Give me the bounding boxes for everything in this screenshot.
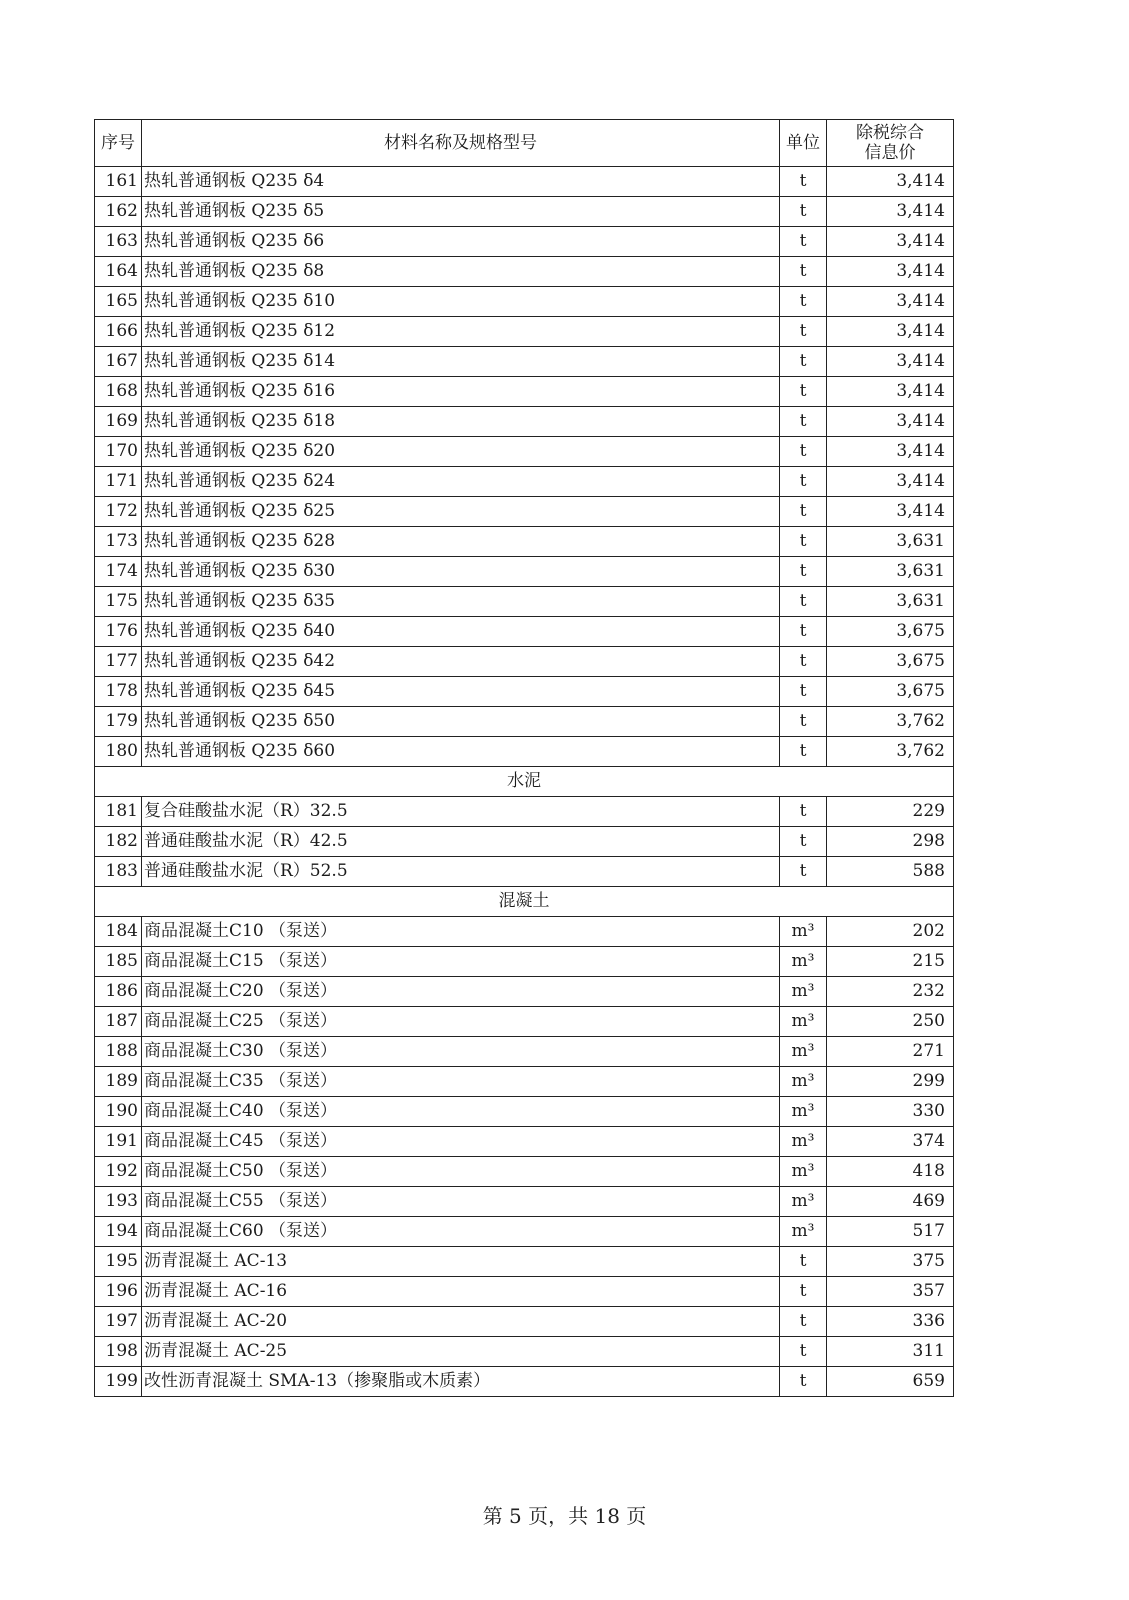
cell-unit: t [780,1277,827,1307]
cell-name: 商品混凝土C45 （泵送） [142,1127,780,1157]
cell-price: 659 [827,1367,954,1397]
cell-no: 198 [95,1337,142,1367]
section-row [95,767,954,797]
cell-name: 热轧普通钢板 Q235 δ28 [142,527,780,557]
cell-unit: t [780,1337,827,1367]
cell-name: 热轧普通钢板 Q235 δ10 [142,287,780,317]
table-row [95,1127,954,1157]
cell-name: 热轧普通钢板 Q235 δ42 [142,647,780,677]
cell-no: 164 [95,257,142,287]
cell-name: 热轧普通钢板 Q235 δ45 [142,677,780,707]
cell-name: 热轧普通钢板 Q235 δ14 [142,347,780,377]
header-unit: 单位 [780,120,827,167]
cell-name: 商品混凝土C20 （泵送） [142,977,780,1007]
cell-no: 163 [95,227,142,257]
cell-unit: m³ [780,947,827,977]
cell-price: 3,631 [827,587,954,617]
cell-unit: t [780,377,827,407]
price-table [94,119,954,1397]
cell-no: 180 [95,737,142,767]
cell-price: 3,762 [827,737,954,767]
cell-price: 311 [827,1337,954,1367]
cell-name: 热轧普通钢板 Q235 δ30 [142,557,780,587]
table-row [95,257,954,287]
page-footer: 第 5 页，共 18 页 [482,1504,647,1528]
cell-name: 复合硅酸盐水泥（R）32.5 [142,797,780,827]
cell-unit: t [780,437,827,467]
cell-price: 3,414 [827,167,954,197]
cell-price: 299 [827,1067,954,1097]
cell-price: 3,631 [827,557,954,587]
cell-no: 185 [95,947,142,977]
cell-name: 热轧普通钢板 Q235 δ18 [142,407,780,437]
table-row [95,287,954,317]
cell-unit: t [780,527,827,557]
cell-price: 3,414 [827,227,954,257]
cell-name: 热轧普通钢板 Q235 δ12 [142,317,780,347]
cell-unit: t [780,677,827,707]
cell-unit: t [780,257,827,287]
section-title: 混凝土 [95,887,954,917]
cell-name: 商品混凝土C30 （泵送） [142,1037,780,1067]
cell-price: 3,414 [827,287,954,317]
table-row [95,797,954,827]
table-row [95,647,954,677]
cell-price: 330 [827,1097,954,1127]
header-price [827,120,954,167]
cell-price: 469 [827,1187,954,1217]
cell-unit: m³ [780,1127,827,1157]
cell-price: 3,414 [827,437,954,467]
cell-no: 178 [95,677,142,707]
table-row [95,617,954,647]
cell-unit: t [780,857,827,887]
cell-price: 3,414 [827,347,954,377]
cell-price: 3,675 [827,677,954,707]
cell-no: 186 [95,977,142,1007]
cell-name: 商品混凝土C15 （泵送） [142,947,780,977]
table-row [95,737,954,767]
cell-price: 336 [827,1307,954,1337]
table-row [95,557,954,587]
cell-unit: t [780,197,827,227]
cell-name: 商品混凝土C25 （泵送） [142,1007,780,1037]
table-row [95,1037,954,1067]
cell-name: 热轧普通钢板 Q235 δ5 [142,197,780,227]
cell-name: 商品混凝土C50 （泵送） [142,1157,780,1187]
cell-name: 热轧普通钢板 Q235 δ40 [142,617,780,647]
cell-no: 171 [95,467,142,497]
cell-unit: m³ [780,1097,827,1127]
table-row [95,1337,954,1367]
cell-name: 商品混凝土C55 （泵送） [142,1187,780,1217]
cell-no: 192 [95,1157,142,1187]
cell-price: 3,414 [827,377,954,407]
table-row [95,227,954,257]
table-row [95,857,954,887]
header-price-line1: 除税综合 [856,123,924,143]
cell-unit: t [780,227,827,257]
header-no: 序号 [95,120,142,167]
cell-price: 375 [827,1247,954,1277]
cell-no: 179 [95,707,142,737]
cell-name: 沥青混凝土 AC-20 [142,1307,780,1337]
cell-price: 588 [827,857,954,887]
cell-unit: t [780,317,827,347]
cell-name: 热轧普通钢板 Q235 δ4 [142,167,780,197]
table-row [95,1187,954,1217]
cell-no: 191 [95,1127,142,1157]
table-row [95,1217,954,1247]
table-row [95,1007,954,1037]
cell-unit: t [780,1307,827,1337]
table-row [95,677,954,707]
cell-unit: t [780,167,827,197]
section-row [95,887,954,917]
cell-no: 167 [95,347,142,377]
table-row [95,1157,954,1187]
table-row [95,1307,954,1337]
table-row [95,707,954,737]
cell-unit: t [780,647,827,677]
cell-name: 热轧普通钢板 Q235 δ50 [142,707,780,737]
cell-price: 3,414 [827,497,954,527]
cell-unit: m³ [780,1187,827,1217]
cell-unit: m³ [780,1067,827,1097]
cell-no: 165 [95,287,142,317]
cell-no: 181 [95,797,142,827]
cell-name: 沥青混凝土 AC-25 [142,1337,780,1367]
cell-price: 3,675 [827,617,954,647]
cell-unit: t [780,347,827,377]
section-title: 水泥 [95,767,954,797]
table-row [95,407,954,437]
cell-name: 热轧普通钢板 Q235 δ20 [142,437,780,467]
cell-unit: t [780,467,827,497]
cell-name: 热轧普通钢板 Q235 δ24 [142,467,780,497]
cell-no: 195 [95,1247,142,1277]
header-row [95,120,954,167]
table-body [95,167,954,1397]
cell-name: 商品混凝土C40 （泵送） [142,1097,780,1127]
cell-unit: t [780,587,827,617]
cell-no: 162 [95,197,142,227]
cell-no: 193 [95,1187,142,1217]
table-row [95,977,954,1007]
table-row [95,1067,954,1097]
cell-name: 商品混凝土C10 （泵送） [142,917,780,947]
cell-no: 174 [95,557,142,587]
cell-price: 3,414 [827,317,954,347]
cell-no: 199 [95,1367,142,1397]
cell-no: 161 [95,167,142,197]
cell-unit: t [780,497,827,527]
cell-unit: t [780,827,827,857]
cell-unit: m³ [780,1007,827,1037]
cell-no: 183 [95,857,142,887]
cell-unit: t [780,707,827,737]
cell-unit: m³ [780,1157,827,1187]
cell-no: 169 [95,407,142,437]
header-name: 材料名称及规格型号 [142,120,780,167]
cell-price: 215 [827,947,954,977]
cell-no: 177 [95,647,142,677]
cell-no: 172 [95,497,142,527]
cell-price: 517 [827,1217,954,1247]
cell-unit: t [780,1247,827,1277]
cell-name: 商品混凝土C35 （泵送） [142,1067,780,1097]
cell-name: 普通硅酸盐水泥（R）42.5 [142,827,780,857]
table-row [95,167,954,197]
cell-name: 沥青混凝土 AC-16 [142,1277,780,1307]
cell-price: 3,631 [827,527,954,557]
cell-no: 175 [95,587,142,617]
cell-name: 热轧普通钢板 Q235 δ8 [142,257,780,287]
table-row [95,317,954,347]
cell-no: 166 [95,317,142,347]
table-row [95,1097,954,1127]
cell-price: 3,675 [827,647,954,677]
cell-no: 182 [95,827,142,857]
cell-unit: m³ [780,1037,827,1067]
cell-unit: t [780,287,827,317]
table-row [95,917,954,947]
cell-no: 170 [95,437,142,467]
cell-unit: t [780,797,827,827]
cell-unit: t [780,557,827,587]
cell-unit: t [780,407,827,437]
cell-price: 271 [827,1037,954,1067]
cell-no: 187 [95,1007,142,1037]
table-row [95,347,954,377]
cell-name: 沥青混凝土 AC-13 [142,1247,780,1277]
cell-price: 374 [827,1127,954,1157]
header-price-line2: 信息价 [864,143,916,163]
cell-name: 热轧普通钢板 Q235 δ60 [142,737,780,767]
cell-unit: m³ [780,977,827,1007]
table-row [95,377,954,407]
cell-unit: m³ [780,1217,827,1247]
cell-price: 3,414 [827,407,954,437]
cell-unit: m³ [780,917,827,947]
cell-no: 173 [95,527,142,557]
table-row [95,587,954,617]
cell-no: 197 [95,1307,142,1337]
cell-price: 229 [827,797,954,827]
cell-price: 3,762 [827,707,954,737]
cell-no: 188 [95,1037,142,1067]
cell-name: 热轧普通钢板 Q235 δ35 [142,587,780,617]
cell-unit: t [780,737,827,767]
cell-name: 热轧普通钢板 Q235 δ25 [142,497,780,527]
cell-name: 普通硅酸盐水泥（R）52.5 [142,857,780,887]
cell-unit: t [780,617,827,647]
cell-name: 热轧普通钢板 Q235 δ6 [142,227,780,257]
cell-price: 3,414 [827,197,954,227]
cell-price: 202 [827,917,954,947]
cell-no: 184 [95,917,142,947]
cell-price: 3,414 [827,257,954,287]
cell-no: 190 [95,1097,142,1127]
table-row [95,527,954,557]
cell-price: 298 [827,827,954,857]
table-row [95,1247,954,1277]
cell-price: 3,414 [827,467,954,497]
cell-unit: t [780,1367,827,1397]
cell-no: 196 [95,1277,142,1307]
cell-no: 194 [95,1217,142,1247]
cell-price: 232 [827,977,954,1007]
cell-price: 250 [827,1007,954,1037]
cell-name: 改性沥青混凝土 SMA-13（掺聚脂或木质素） [142,1367,780,1397]
table-row [95,467,954,497]
table-row [95,1367,954,1397]
table-row [95,497,954,527]
table-row [95,437,954,467]
cell-name: 热轧普通钢板 Q235 δ16 [142,377,780,407]
table-row [95,827,954,857]
table-row [95,197,954,227]
cell-price: 418 [827,1157,954,1187]
cell-name: 商品混凝土C60 （泵送） [142,1217,780,1247]
table-row [95,947,954,977]
cell-no: 189 [95,1067,142,1097]
cell-no: 168 [95,377,142,407]
table-row [95,1277,954,1307]
cell-no: 176 [95,617,142,647]
cell-price: 357 [827,1277,954,1307]
